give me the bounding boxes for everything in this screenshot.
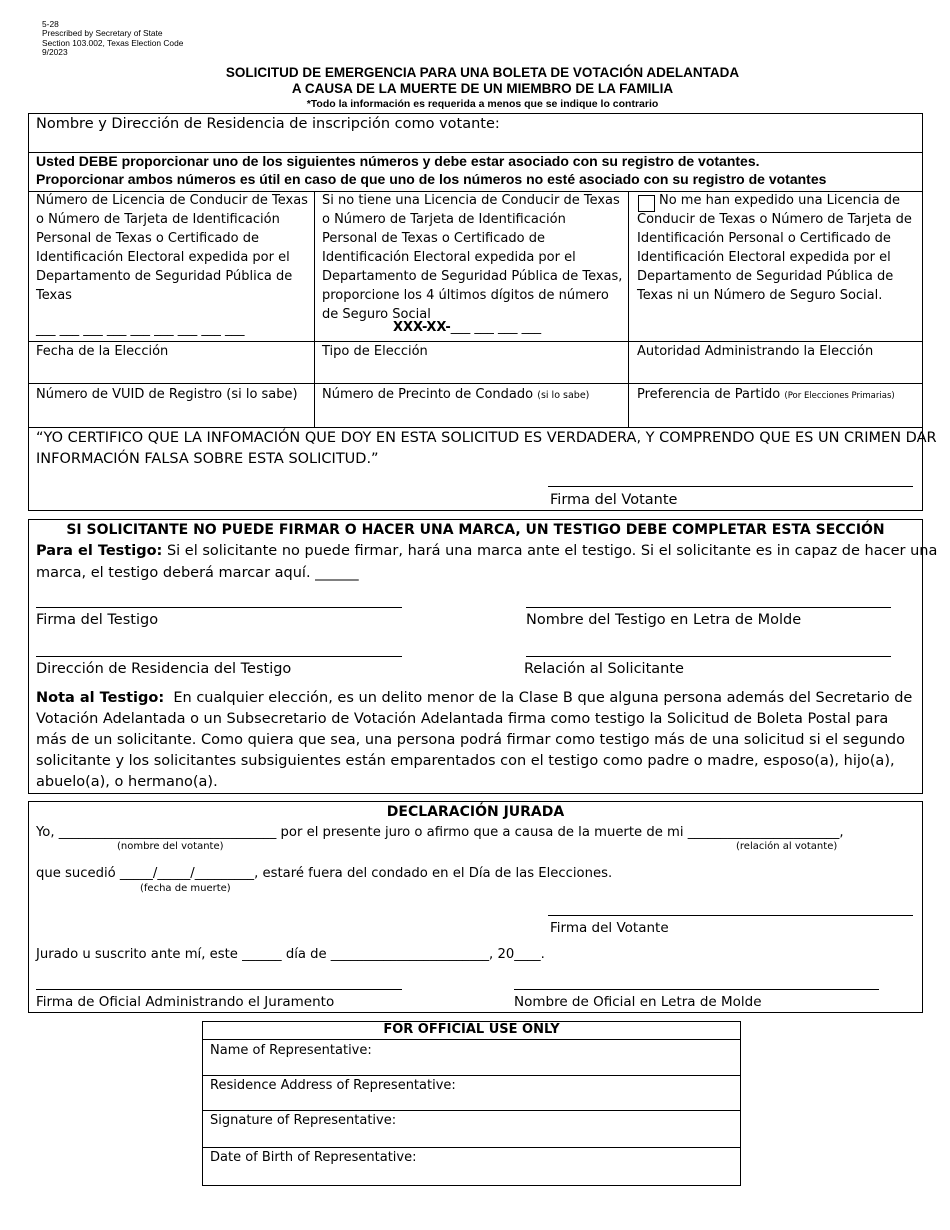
prescribed-by: Prescribed by Secretary of State	[42, 28, 163, 39]
rep-name-field[interactable]: Name of Representative:	[210, 1043, 372, 1058]
witness-name-line[interactable]	[526, 607, 891, 608]
affidavit-voter-signature-line[interactable]	[548, 915, 913, 916]
form-date: 9/2023	[42, 47, 68, 58]
witness-heading: SI SOLICITANTE NO PUEDE FIRMAR O HACER UNA MARCA, UN TESTIGO DEBE COMPLETAR ESTA SECCIÓN	[66, 522, 885, 538]
certify-line2: INFORMACIÓN FALSA SOBRE ESTA SOLICITUD.”	[36, 451, 379, 467]
relation-hint: (relación al votante)	[736, 841, 838, 852]
voter-name-hint: (nombre del votante)	[117, 841, 224, 852]
witness-relation-label: Relación al Solicitante	[524, 661, 684, 677]
witness-note	[36, 688, 916, 793]
id-option-none: No me han expedido una Licencia de Conducir de Texas o Número de Tarjeta de Identificación Personal o Certificado de Identificación Electoral expedida por el Departamento de Seguridad Pública de Texas ni un Número de Seguro Social.	[637, 193, 912, 303]
witness-relation-line[interactable]	[526, 656, 891, 657]
rep-dob-field[interactable]: Date of Birth of Representative:	[210, 1150, 417, 1165]
precinct-note: (si lo sabe)	[537, 390, 590, 401]
witness-intro-label: Para el Testigo:	[36, 543, 163, 559]
affidavit-heading: DECLARACIÓN JURADA	[386, 804, 565, 820]
official-signature-label: Firma de Oficial Administrando el Juramento	[36, 994, 335, 1010]
witness-signature-label: Firma del Testigo	[36, 612, 159, 628]
affidavit-line2[interactable]: que sucedió _____/_____/_________, estaré fuera del condado en el Día de las Elecciones.	[36, 866, 613, 881]
dl-number-input[interactable]: ___ ___ ___ ___ ___ ___ ___ ___ ___	[36, 322, 245, 337]
rep-signature-field[interactable]: Signature of Representative:	[210, 1113, 397, 1128]
official-use-heading: FOR OFFICIAL USE ONLY	[383, 1022, 560, 1037]
witness-mark-here[interactable]: marca, el testigo deberá marcar aquí. ______	[36, 565, 359, 581]
required-note: *Todo la información es requerida a menos que se indique lo contrario	[306, 98, 659, 110]
code-section: Section 103.002, Texas Election Code	[42, 37, 184, 48]
precinct-field[interactable]	[322, 385, 589, 405]
name-address-label[interactable]: Nombre y Dirección de Residencia de inscripción como votante:	[36, 116, 500, 132]
must-provide-line1: Usted DEBE proporcionar uno de los siguientes números y debe estar asociado con su registro de votantes.	[36, 153, 760, 169]
ssn-blank: ___ ___ ___ ___	[450, 320, 542, 335]
party-label: Preferencia de Partido	[637, 387, 781, 402]
form-header	[42, 20, 183, 58]
witness-intro-text: Si el solicitante no puede firmar, hará una marca ante el testigo. Si el solicitante es in capaz de hacer una	[166, 543, 938, 559]
id-option-ssn: Si no tiene una Licencia de Conducir de Texas o Número de Tarjeta de Identificación Personal de Texas o Certificado de Identificación Electoral expedida por el Departamento de Seguridad Pública de Texas, proporcione los 4 últimos dígitos de número de Seguro Social	[322, 193, 623, 322]
witness-signature-line[interactable]	[36, 607, 402, 608]
witness-note-text: En cualquier elección, es un delito menor de la Clase B que alguna persona además del Secretario de Votación Adelantada o un Subsecretario de Votación Adelantada firma como testigo la Solicitud de Boleta Postal para más de un solicitante. Como quiera que sea, una persona podrá firmar como testigo más de una solicitud si el segundo solicitante y los solicitantes subsiguientes están emparentados con el testigo como padre o madre, esposo(a), hijo(a), abuelo(a), o hermano(a).	[36, 690, 913, 790]
party-note: (Por Elecciones Primarias)	[784, 391, 895, 401]
official-name-label: Nombre de Oficial en Letra de Molde	[514, 994, 762, 1010]
form-title-line1: SOLICITUD DE EMERGENCIA PARA UNA BOLETA DE VOTACIÓN ADELANTADA	[225, 65, 740, 80]
witness-note-label: Nota al Testigo:	[36, 690, 165, 706]
witness-name-label: Nombre del Testigo en Letra de Molde	[526, 612, 802, 628]
voter-signature-label: Firma del Votante	[550, 492, 678, 508]
official-signature-line[interactable]	[36, 989, 402, 990]
ssn-prefix: XXX-XX-	[393, 320, 451, 335]
voter-signature-line[interactable]	[548, 486, 913, 487]
election-authority-field[interactable]: Autoridad Administrando la Elección	[637, 344, 874, 359]
form-number: 5-28	[42, 19, 59, 29]
party-field[interactable]	[637, 385, 895, 406]
rep-address-field[interactable]: Residence Address of Representative:	[210, 1078, 456, 1093]
affidavit-line1[interactable]: Yo, _________________________________ por el presente juro o afirmo que a causa de la muerte de mi _______________________,	[36, 825, 844, 840]
form-title-line2: A CAUSA DE LA MUERTE DE UN MIEMBRO DE LA FAMILIA	[291, 81, 674, 96]
vuid-field[interactable]: Número de VUID de Registro (si lo sabe)	[36, 387, 298, 402]
sworn-line[interactable]: Jurado u suscrito ante mí, este ______ día de ________________________, 20____.	[36, 947, 545, 962]
id-option-dl: Número de Licencia de Conducir de Texas o Número de Tarjeta de Identificación Personal de Texas o Certificado de Identificación Electoral expedida por el Departamento de Seguridad Pública de Texas	[36, 193, 308, 303]
death-date-hint: (fecha de muerte)	[140, 883, 231, 894]
witness-address-line[interactable]	[36, 656, 402, 657]
witness-intro-line1	[36, 541, 937, 562]
certify-line1: “YO CERTIFICO QUE LA INFOMACIÓN QUE DOY EN ESTA SOLICITUD ES VERDADERA, Y COMPRENDO QUE ES UN CRIMEN DAR	[36, 430, 937, 446]
affidavit-voter-signature-label: Firma del Votante	[550, 920, 669, 936]
must-provide-line2: Proporcionar ambos números es útil en caso de que uno de los números no esté asociado con su registro de votantes	[36, 171, 827, 187]
official-name-line[interactable]	[514, 989, 879, 990]
witness-address-label: Dirección de Residencia del Testigo	[36, 661, 292, 677]
ssn-input[interactable]	[393, 318, 541, 337]
election-type-field[interactable]: Tipo de Elección	[322, 344, 428, 359]
election-date-field[interactable]: Fecha de la Elección	[36, 344, 169, 359]
precinct-label: Número de Precinto de Condado	[322, 387, 534, 402]
